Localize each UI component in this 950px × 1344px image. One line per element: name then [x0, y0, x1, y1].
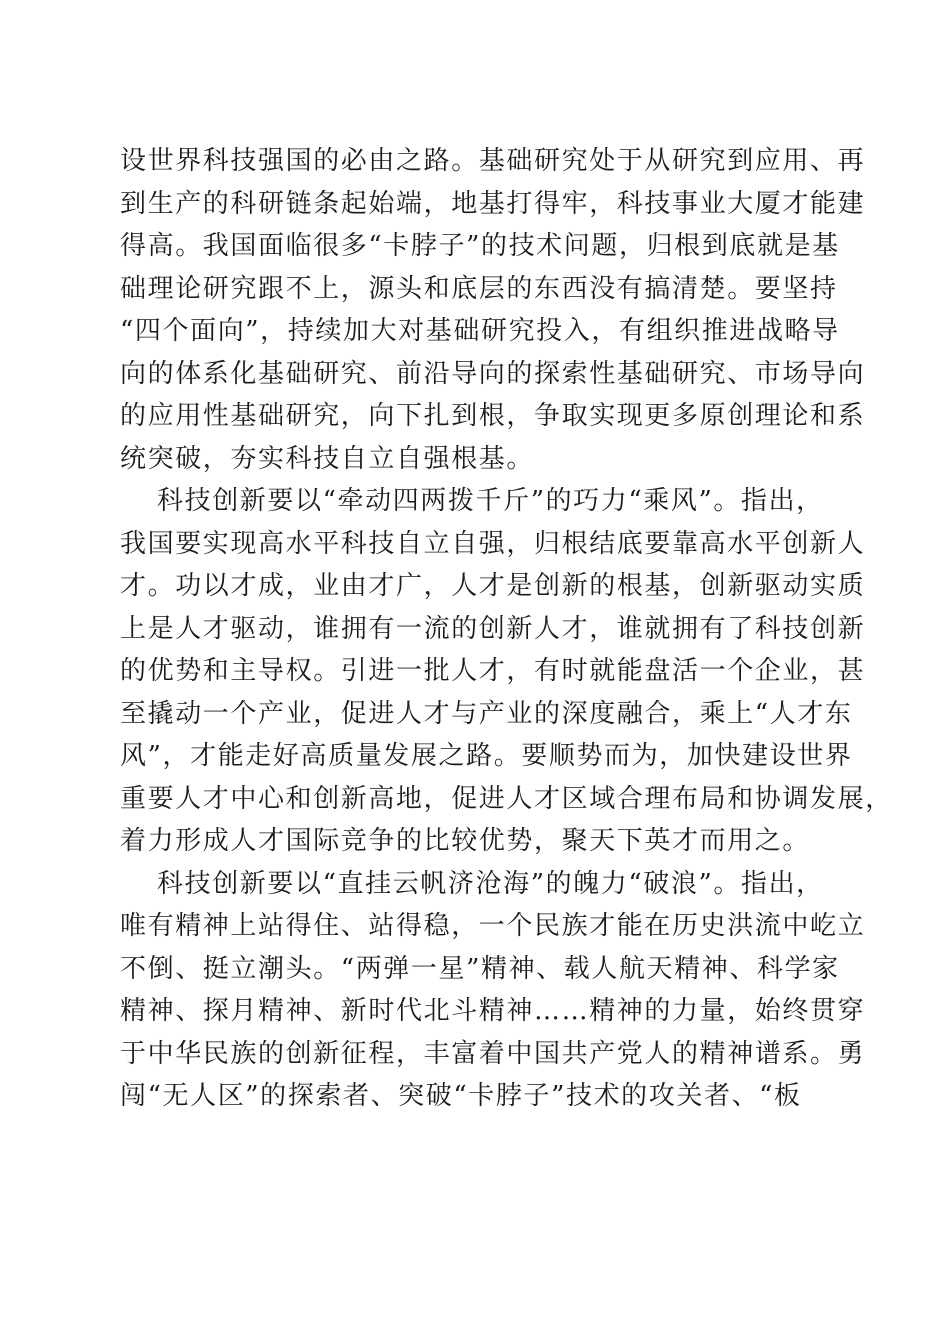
text-line: 重要人才中心和创新高地，促进人才区域合理布局和协调发展，: [120, 783, 893, 814]
text-line: 才。功以才成，业由才广，人才是创新的根基，创新驱动实质: [120, 571, 866, 601]
paragraph-2: [120, 480, 893, 863]
text-line: 至撬动一个产业，促进人才与产业的深度融合，乘上“人才东: [120, 698, 853, 729]
text-line: “四个面向”，持续加大对基础研究投入，有组织推进战略导: [120, 316, 840, 346]
text-line: 科技创新要以“直挂云帆济沧海”的魄力“破浪”。指出，: [157, 868, 824, 899]
document-body: [120, 140, 893, 1118]
text-line: 着力形成人才国际竞争的比较优势，聚天下英才而用之。: [120, 826, 811, 856]
text-line: 于中华民族的创新征程，丰富着中国共产党人的精神谱系。勇: [120, 1038, 866, 1069]
text-line: 科技创新要以“牵动四两拨千斤”的巧力“乘风”。指出，: [157, 486, 824, 516]
text-line: 的应用性基础研究，向下扎到根，争取实现更多原创理论和系: [120, 401, 866, 431]
text-line: 得高。我国面临很多“卡脖子”的技术问题，归根到底就是基: [120, 231, 840, 261]
text-line: 设世界科技强国的必由之路。基础研究处于从研究到应用、再: [120, 146, 866, 176]
text-line: 上是人才驱动，谁拥有一流的创新人才，谁就拥有了科技创新: [120, 613, 866, 644]
text-line: 不倒、挺立潮头。“两弹一星”精神、载人航天精神、科学家: [120, 953, 840, 984]
text-line: 的优势和主导权。引进一批人才，有时就能盘活一个企业，甚: [120, 656, 866, 686]
text-line: 统突破，夯实科技自立自强根基。: [120, 443, 535, 474]
text-line: 础理论研究跟不上，源头和底层的东西没有搞清楚。要坚持: [120, 273, 838, 304]
text-line: 我国要实现高水平科技自立自强，归根结底要靠高水平创新人: [120, 528, 866, 559]
paragraph-3: [120, 863, 866, 1118]
text-line: 风”，才能走好高质量发展之路。要顺势而为，加快建设世界: [120, 741, 853, 771]
text-line: 向的体系化基础研究、前沿导向的探索性基础研究、市场导向: [120, 358, 866, 389]
text-line: 精神、探月精神、新时代北斗精神……精神的力量，始终贯穿: [120, 996, 866, 1026]
text-line: 闯“无人区”的探索者、突破“卡脖子”技术的攻关者、“板: [120, 1081, 802, 1111]
text-line: 到生产的科研链条起始端，地基打得牢，科技事业大厦才能建: [120, 188, 866, 219]
text-line: 唯有精神上站得住、站得稳，一个民族才能在历史洪流中屹立: [120, 911, 866, 941]
paragraph-1: [120, 140, 866, 480]
